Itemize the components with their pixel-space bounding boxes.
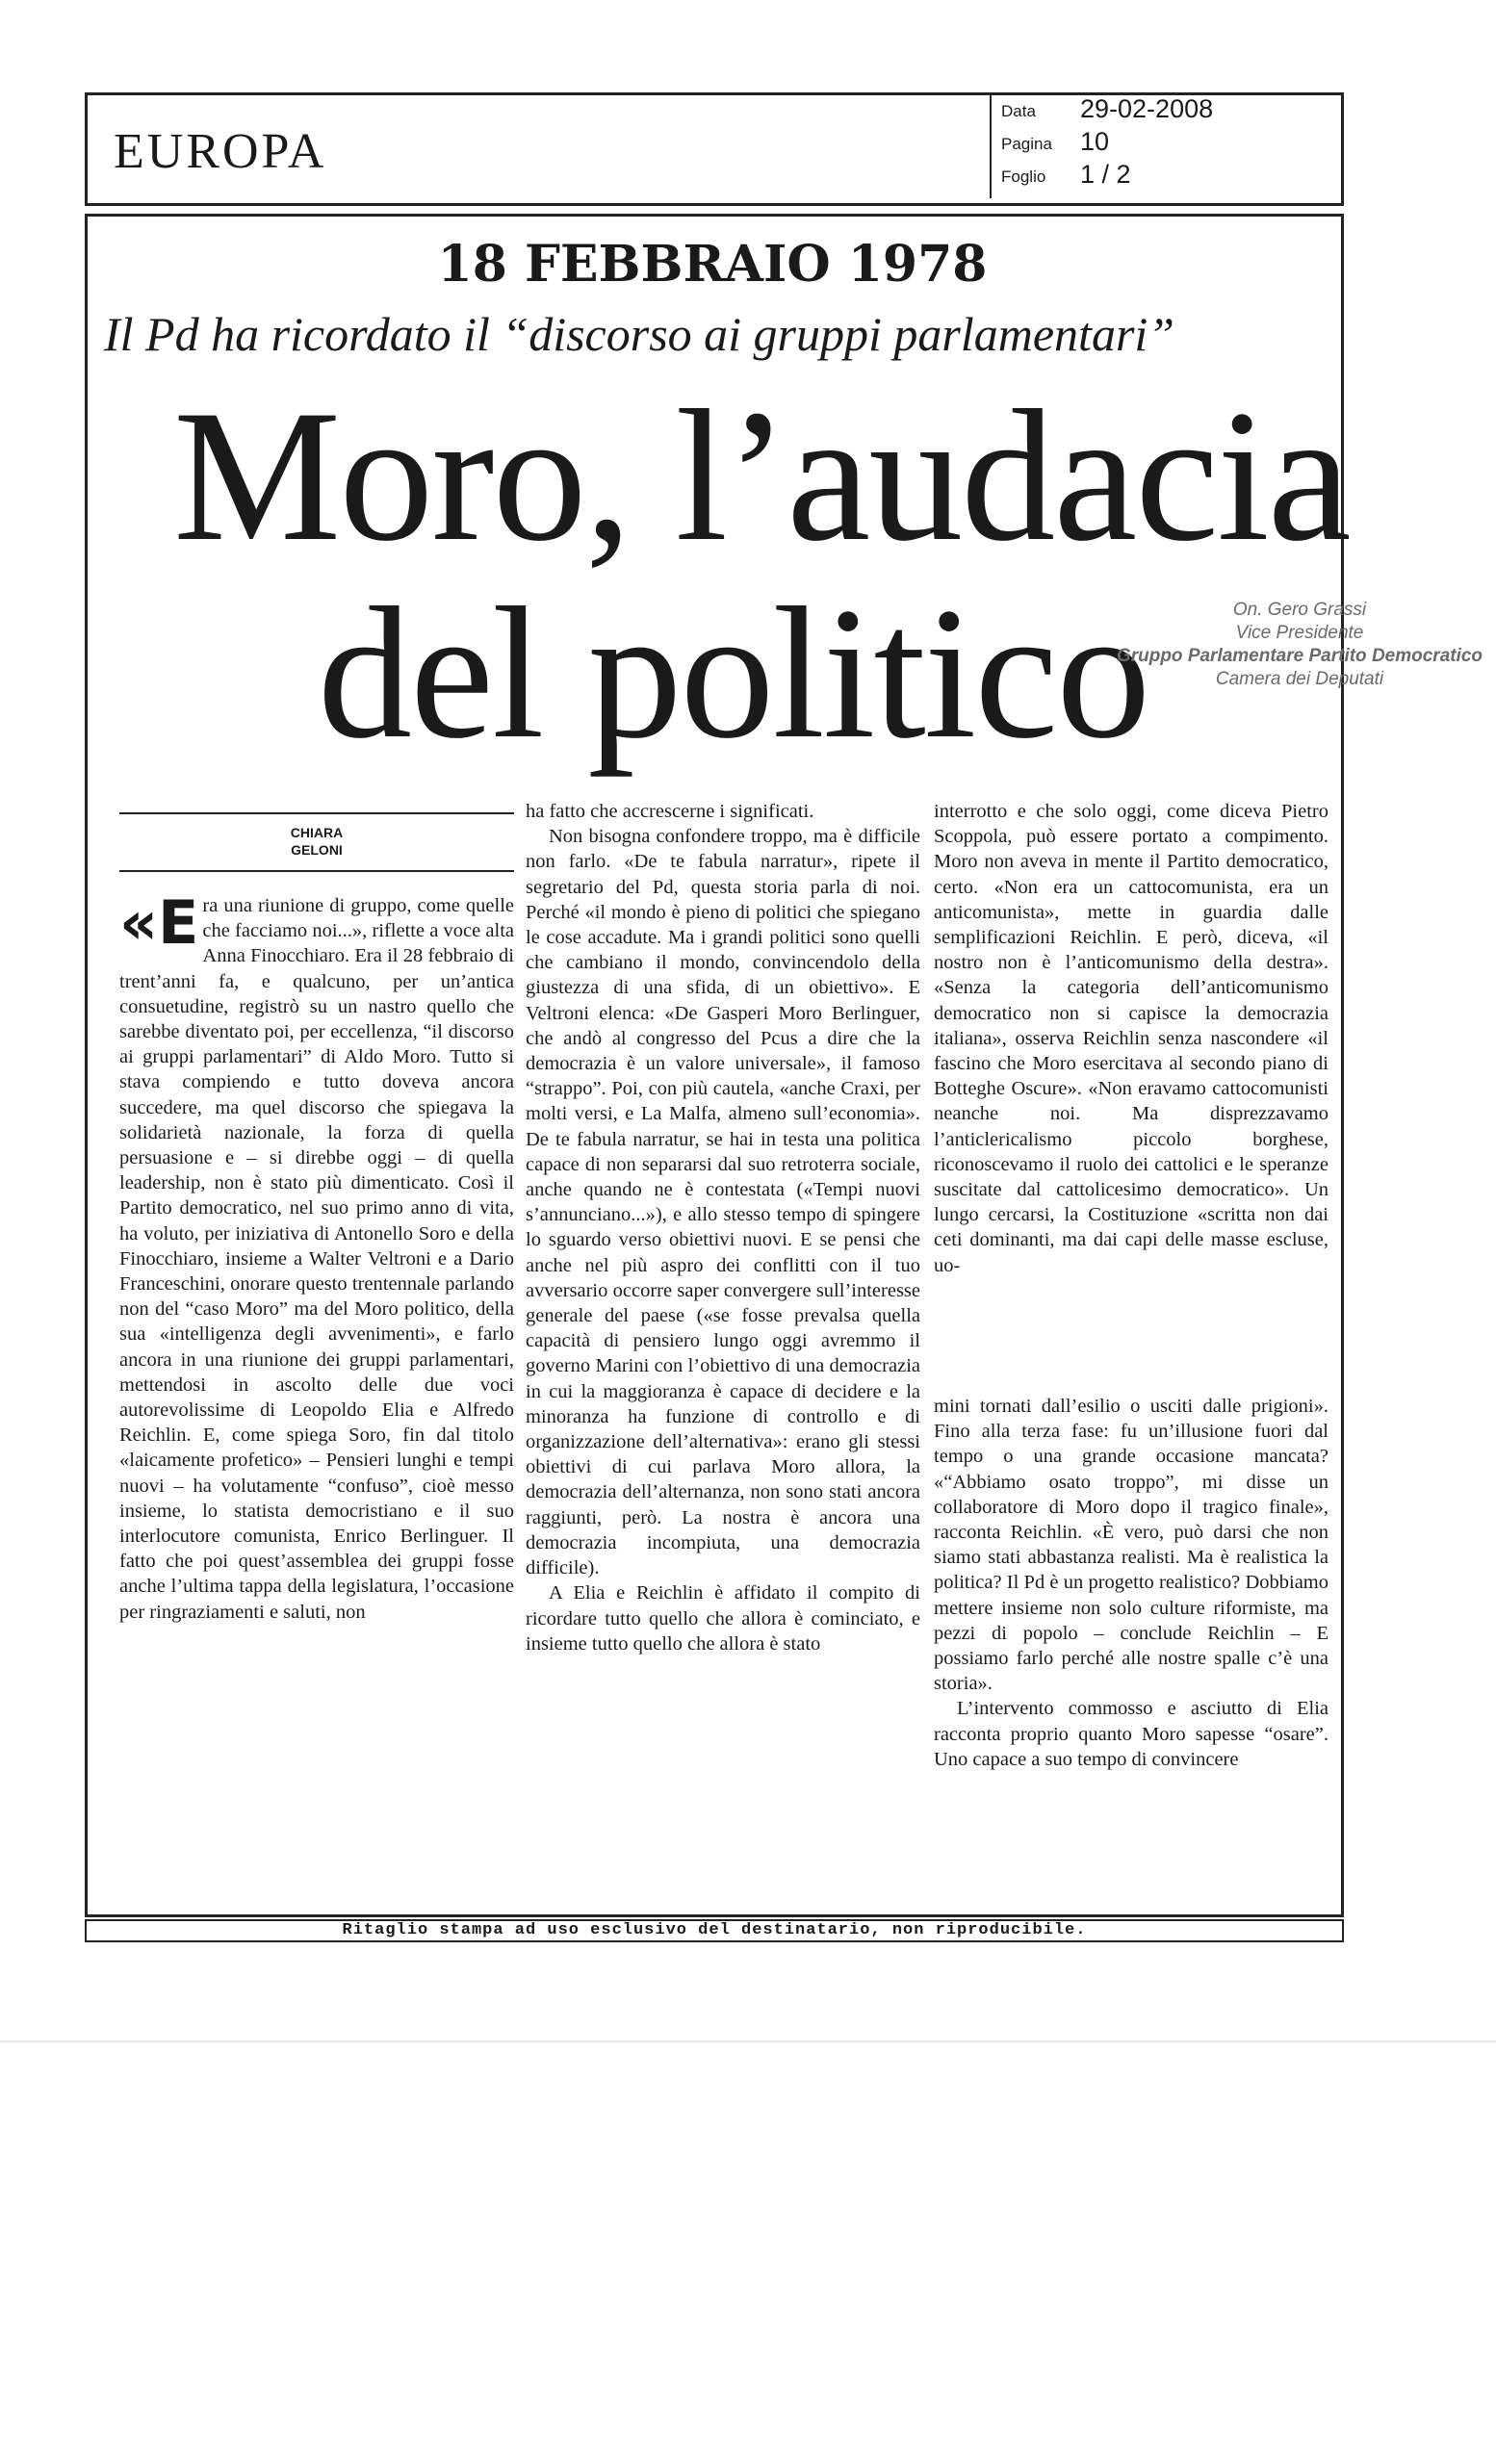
page-value: 10 — [1080, 127, 1110, 156]
scan-edge — [0, 2040, 1496, 2042]
byline-rule-bottom — [119, 870, 514, 872]
column-3-paragraph-3: L’intervento commosso e asciutto di Elia racconta proprio quanto Moro sapesse “osare”. Uno capace a suo tempo di convincere — [934, 1698, 1328, 1770]
column-2-paragraph-1: ha fatto che accrescerne i significati. — [526, 801, 814, 822]
date-label: Data — [1001, 102, 1036, 120]
publication-name: EUROPA — [114, 124, 327, 179]
headline-line-1: Moro, l’audacia — [173, 372, 1350, 580]
date-value: 29-02-2008 — [1080, 94, 1214, 123]
sheet-value: 1 / 2 — [1080, 160, 1131, 189]
article-column-1 — [119, 887, 514, 1625]
sheet-label: Foglio — [1001, 167, 1046, 186]
stamp-line-1: On. Gero Grassi — [1232, 600, 1367, 620]
stamp-line-2: Vice Presidente — [1235, 623, 1364, 643]
byline-last-name: GELONI — [291, 842, 343, 858]
headline-line-2: del politico — [318, 569, 1149, 778]
column-2-paragraph-3: A Elia e Reichlin è affidato il compito di ricordare tutto quello che allora è cominciato, e insieme tutto quello che allora è stato — [526, 1582, 920, 1655]
column-3-paragraph-1: interrotto e che solo oggi, come diceva Pietro Scoppola, può essere portato a compimento. Moro non aveva in mente il Partito democratico, certo. «Non era un cattocomunista, era un anticomunista», mette in guardia dalle semplificazioni Reichlin. E però, diceva, «il nostro non è l’anticomunismo della destra». «Senza la categoria dell’anticomunismo democratico non si capisce la democrazia italiana», osserva Reichlin senza nascondere «il fascino che Moro esercitava al secondo piano di Botteghe Oscure». «Non eravamo cattocomunisti neanche noi. Ma disprezzavamo l’anticlericalismo piccolo borghese, riconoscevamo il ruolo dei cattolici e le speranze suscitate dal cattolicesimo democratico». Un lungo cercarsi, la Costituzione «scritta non dai ceti dominanti, ma dai capi delle masse escluse, uo- — [934, 801, 1328, 1276]
deputy-stamp — [1097, 599, 1496, 691]
stamp-line-3: Gruppo Parlamentare Partito Democratico — [1116, 646, 1483, 666]
drop-cap: «E — [119, 887, 199, 958]
byline — [119, 824, 514, 859]
article-column-3 — [934, 799, 1328, 1278]
byline-first-name: CHIARA — [290, 825, 344, 840]
byline-rule-top — [119, 812, 514, 814]
article-subhead: Il Pd ha ricordato il “discorso ai gruppi parlamentari” — [104, 307, 1175, 361]
article-column-2 — [526, 799, 920, 1656]
article-column-3-continued — [934, 1394, 1328, 1772]
page-label: Pagina — [1001, 135, 1052, 153]
meta-box — [990, 92, 1346, 198]
column-2-paragraph-2: Non bisogna confondere troppo, ma è difficile non farlo. «De te fabula narratur», ripete il segretario del Pd, questa storia parla di noi. Perché «il mondo è pieno di politici che spiegano le cose accadute. Ma i grandi politici sono quelli che cambiano il mondo, convincendolo della giustezza di una sfida, di un obiettivo». E Veltroni elenca: «De Gasperi Moro Berlinguer, che andò al congresso del Pcus a dire che la democrazia è un valore universale», il famoso “strappo”. Poi, con più cautela, «anche Craxi, per molti versi, e La Malfa, almeno sull’economia». De te fabula narratur, se hai in testa una politica capace di non separarsi dal suo retroterra sociale, anche quando ne è contestata («Tempi nuovi s’annunciano...»), e allo stesso tempo di spingere lo sguardo verso obiettivi nuovi. E se pensi che anche nel più aspro dei conflitti con il tuo avversario occorre saper convergere sull’interesse generale del paese («se fosse prevalsa quella capacità di pensiero lungo oggi avremmo il governo Marini con l’obiettivo di una democrazia in cui la maggioranza è capace di decidere e la minoranza ha funzione di controllo e di organizzazione dell’alternativa»: erano gli stessi obiettivi di cui parlava Moro allora, la democrazia dell’alternanza, non sono stati ancora raggiunti, però. La nostra è ancora una democrazia incompiuta, una democrazia difficile). — [526, 826, 920, 1579]
article-kicker: 18 FEBBRAIO 1978 — [437, 235, 988, 294]
footer-notice: Ritaglio stampa ad uso esclusivo del destinatario, non riproducibile. — [342, 1921, 1087, 1939]
stamp-line-4: Camera dei Deputati — [1215, 669, 1384, 689]
column-1-text: ra una riunione di gruppo, come quelle che facciamo noi...», riflette a voce alta Anna Finocchiaro. Era il 28 febbraio di trent’anni fa, e qualcuno, per un’antica consuetudine, registrò su un nastro quello che sarebbe diventato poi, per eccellenza, “il discorso ai gruppi parlamentari” di Aldo Moro. Tutto si stava compiendo e tutto doveva ancora succedere, ma quel discorso che spiegava la solidarietà nazionale, la forza di quella persuasione e – si direbbe oggi – di quella leadership, non è stato più dimenticato. Così il Partito democratico, nel suo primo anno di vita, ha voluto, per iniziativa di Antonello Soro e della Finocchiaro, insieme a Walter Veltroni e a Dario Franceschini, onorare questo trentennale parlando non del “caso Moro” ma del Moro politico, della sua «intelligenza degli avvenimenti», e farlo ancora in una riunione dei gruppi parlamentari, mettendosi in ascolto delle due voci autorevolissime di Leopoldo Elia e Alfredo Reichlin. E, come spiega Soro, fin dal titolo «laicamente profetico» – Pensieri lunghi e tempi nuovi – ha volutamente “confuso”, cioè messo insieme, lo statista democristiano e il suo interlocutore comunista, Enrico Berlinguer. Il fatto che poi quest’assemblea dei gruppi fosse anche l’ultima tappa della legislatura, l’occasione per ringraziamenti e saluti, non — [119, 895, 514, 1623]
column-3-paragraph-2: mini tornati dall’esilio o usciti dalle prigioni». Fino alla terza fase: fu un’illusione fuori dal tempo o una grande occasione mancata? «“Abbiamo osato troppo”, mi disse un collaboratore di Moro dopo il tragico finale», racconta Reichlin. «È vero, può darsi che non siamo stati abbastanza realisti. Ma è realistica la politica? Il Pd è un progetto realistico? Dobbiamo mettere insieme non solo culture riformiste, ma pezzi di popolo – conclude Reichlin – E possiamo farlo perché alle nostre spalle c’è una storia». — [934, 1396, 1328, 1695]
